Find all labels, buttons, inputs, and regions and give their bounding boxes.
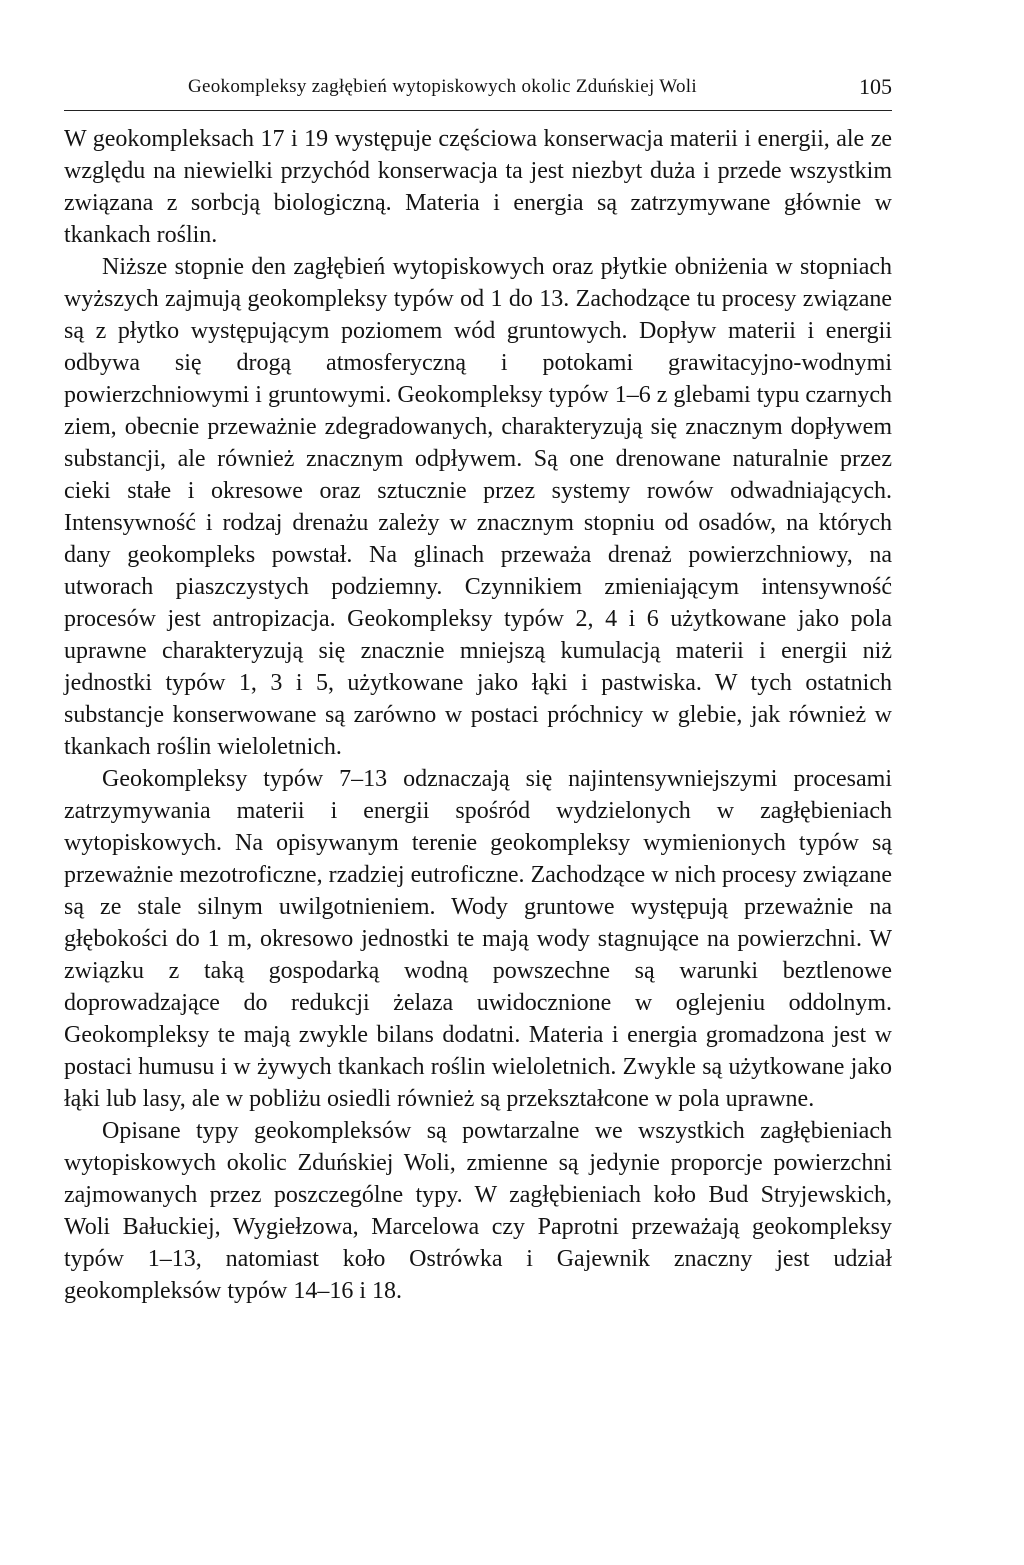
paragraph: W geokompleksach 17 i 19 występuje częściowa konserwacja materii i energii, ale ze względu na niewielki przychód konserwacja ta jest niezbyt duża i przede wszystkim związana z sorbcją biologiczną. Materia i energia są zatrzymywane głównie w tkankach roślin.	[64, 126, 892, 248]
page	[64, 70, 892, 1307]
page-number: 105	[859, 74, 892, 99]
running-head	[64, 70, 892, 111]
body-text	[64, 123, 892, 1307]
running-title: Geokompleksy zagłębień wytopiskowych okolic Zduńskiej Woli	[188, 76, 697, 97]
paragraph: Opisane typy geokompleksów są powtarzalne we wszystkich zagłębieniach wytopiskowych okolic Zduńskiej Woli, zmienne są jedynie proporcje powierzchni zajmowanych przez poszczególne typy. W zagłębieniach koło Bud Stryjewskich, Woli Bałuckiej, Wygiełzowa, Marcelowa czy Paprotni przeważają geokompleksy typów 1–13, natomiast koło Ostrówka i Gajewnik znaczny jest udział geokompleksów typów 14–16 i 18.	[64, 1118, 892, 1304]
paragraph: Niższe stopnie den zagłębień wytopiskowych oraz płytkie obniżenia w stopniach wyższych zajmują geokompleksy typów od 1 do 13. Zachodzące tu procesy związane są z płytko występującym poziomem wód gruntowych. Dopływ materii i energii odbywa się drogą atmosferyczną i potokami grawitacyjno-wodnymi powierzchniowymi i gruntowymi. Geokompleksy typów 1–6 z glebami typu czarnych ziem, obecnie przeważnie zdegradowanych, charakteryzują się znacznym dopływem substancji, ale również znacznym odpływem. Są one drenowane naturalnie przez cieki stałe i okresowe oraz sztucznie przez systemy rowów odwadniających. Intensywność i rodzaj drenażu zależy w znacznym stopniu od osadów, na których dany geokompleks powstał. Na glinach przeważa drenaż powierzchniowy, na utworach piaszczystych podziemny. Czynnikiem zmieniającym intensywność procesów jest antropizacja. Geokompleksy typów 2, 4 i 6 użytkowane jako pola uprawne charakteryzują się znacznie mniejszą kumulacją materii i energii niż jednostki typów 1, 3 i 5, użytkowane jako łąki i pastwiska. W tych ostatnich substancje konserwowane są zarówno w postaci próchnicy w glebie, jak również w tkankach roślin wieloletnich.	[64, 254, 892, 760]
paragraph: Geokompleksy typów 7–13 odznaczają się najintensywniejszymi procesami zatrzymywania materii i energii spośród wydzielonych w zagłębieniach wytopiskowych. Na opisywanym terenie geokompleksy wymienionych typów są przeważnie mezotroficzne, rzadziej eutroficzne. Zachodzące w nich procesy związane są ze stale silnym uwilgotnieniem. Wody gruntowe występują przeważnie na głębokości do 1 m, okresowo jednostki te mają wody stagnujące na powierzchni. W związku z taką gospodarką wodną powszechne są warunki beztlenowe doprowadzające do redukcji żelaza uwidocznione w oglejeniu oddolnym. Geokompleksy te mają zwykle bilans dodatni. Materia i energia gromadzona jest w postaci humusu i w żywych tkankach roślin wieloletnich. Zwykle są użytkowane jako łąki lub lasy, ale w pobliżu osiedli również są przekształcone w pola uprawne.	[64, 766, 892, 1112]
